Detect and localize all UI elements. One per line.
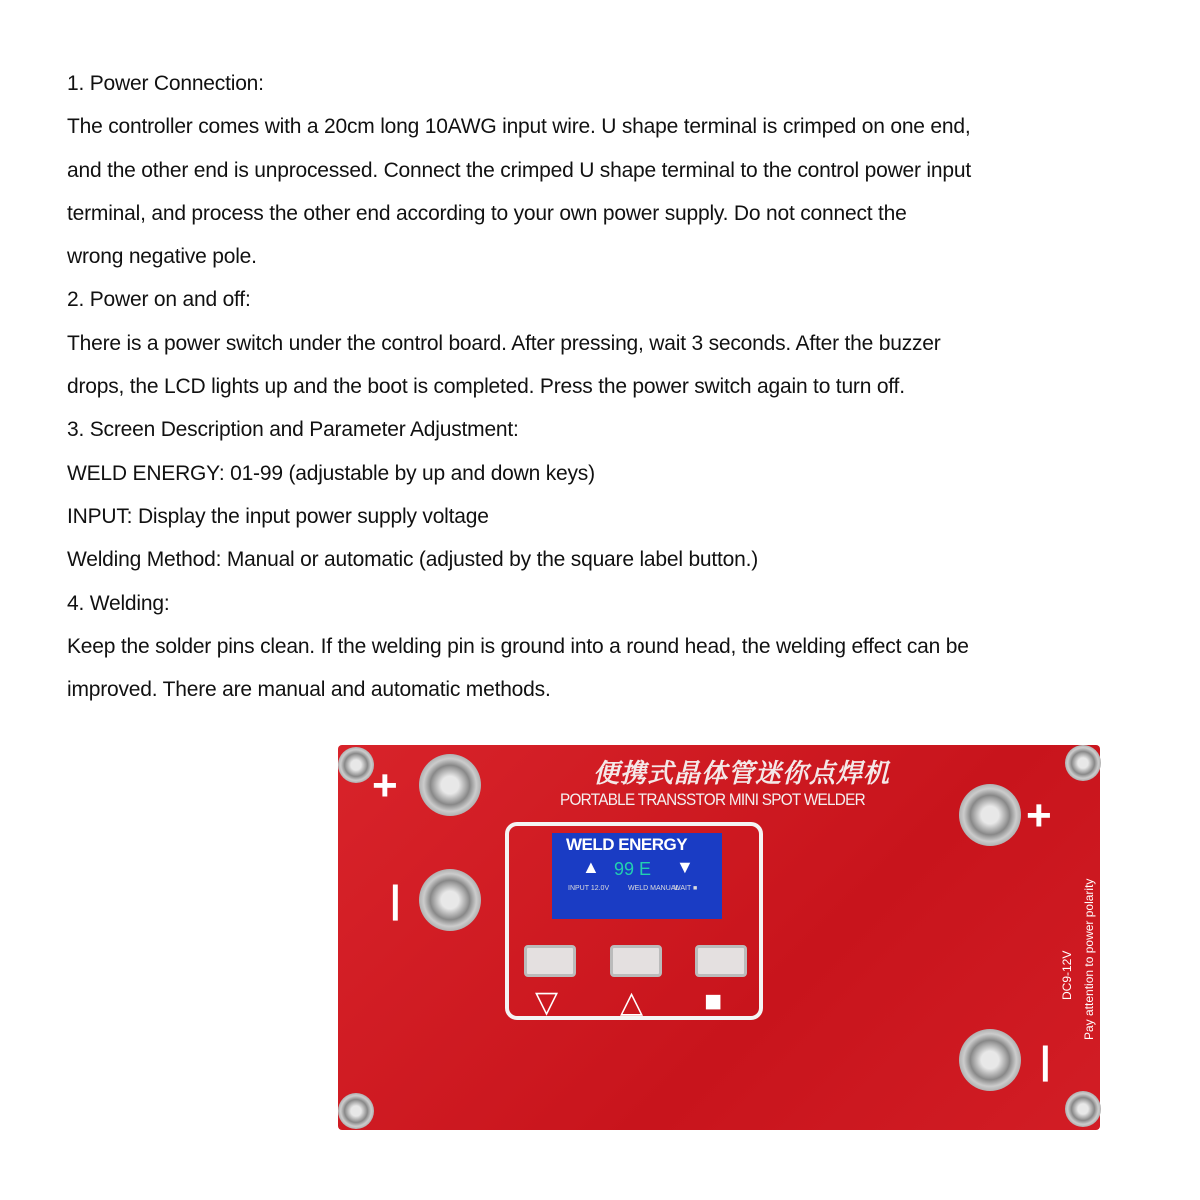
up-button[interactable]: [610, 945, 662, 977]
terminal-screw-icon: [959, 1029, 1021, 1091]
heading-screen-description: 3. Screen Description and Parameter Adjustment:: [67, 418, 519, 442]
heading-welding: 4. Welding:: [67, 591, 170, 615]
instructions-text: [67, 62, 1177, 711]
terminal-screw-icon: [959, 784, 1021, 846]
paragraph-line: wrong negative pole.: [67, 245, 257, 269]
screw-icon: [1065, 745, 1101, 781]
screw-icon: [338, 1093, 374, 1129]
up-triangle-icon: △: [620, 986, 644, 1019]
plus-sign-left: +: [372, 761, 398, 810]
lcd-down-arrow-icon: ▼: [676, 857, 694, 877]
screw-icon: [1065, 1091, 1101, 1127]
screw-icon: [338, 747, 374, 783]
square-icon: ■: [704, 985, 723, 1018]
title-english: PORTABLE TRANSSTOR MINI SPOT WELDER: [560, 790, 865, 809]
terminal-screw-icon: [419, 869, 481, 931]
mode-button[interactable]: [695, 945, 747, 977]
paragraph-line: Welding Method: Manual or automatic (adjusted by the square label button.): [67, 548, 759, 572]
lcd-wait: WAIT ■: [674, 885, 698, 892]
down-triangle-icon: ▽: [535, 986, 559, 1019]
paragraph-line: improved. There are manual and automatic methods.: [67, 678, 551, 702]
terminal-screw-icon: [419, 754, 481, 816]
polarity-warning: Pay attention to power polarity: [1082, 878, 1096, 1040]
lcd-title: WELD ENERGY: [566, 835, 688, 854]
title-chinese: 便携式晶体管迷你点焊机: [593, 758, 891, 788]
paragraph-line: The controller comes with a 20cm long 10AWG input wire. U shape terminal is crimped on one end,: [67, 115, 971, 139]
voltage-label: DC9-12V: [1060, 950, 1074, 1000]
minus-sign-right: |: [1040, 1040, 1051, 1082]
spot-welder-board: [338, 745, 1100, 1130]
paragraph-line: INPUT: Display the input power supply voltage: [67, 504, 489, 528]
plus-sign-right: +: [1026, 791, 1052, 840]
paragraph-line: drops, the LCD lights up and the boot is completed. Press the power switch again to turn off.: [67, 375, 905, 399]
down-button[interactable]: [524, 945, 576, 977]
lcd-energy-value: 99 E: [614, 859, 652, 879]
minus-sign-left: |: [390, 879, 401, 921]
side-label: [1056, 879, 1100, 1040]
heading-power-on-off: 2. Power on and off:: [67, 288, 251, 312]
paragraph-line: terminal, and process the other end according to your own power supply. Do not connect the: [67, 201, 907, 225]
lcd-input-voltage: INPUT 12.0V: [568, 885, 610, 892]
paragraph-line: WELD ENERGY: 01-99 (adjustable by up and down keys): [67, 461, 595, 485]
heading-power-connection: 1. Power Connection:: [67, 72, 264, 95]
paragraph-line: Keep the solder pins clean. If the welding pin is ground into a round head, the welding effect can be: [67, 634, 969, 658]
paragraph-line: There is a power switch under the control board. After pressing, wait 3 seconds. After the buzzer: [67, 331, 941, 355]
lcd-up-arrow-icon: ▲: [582, 857, 600, 877]
lcd-screen: [552, 833, 722, 919]
lcd-weld-mode: WELD MANUAL: [628, 885, 680, 892]
paragraph-line: and the other end is unprocessed. Connect the crimped U shape terminal to the control power input: [67, 158, 971, 182]
